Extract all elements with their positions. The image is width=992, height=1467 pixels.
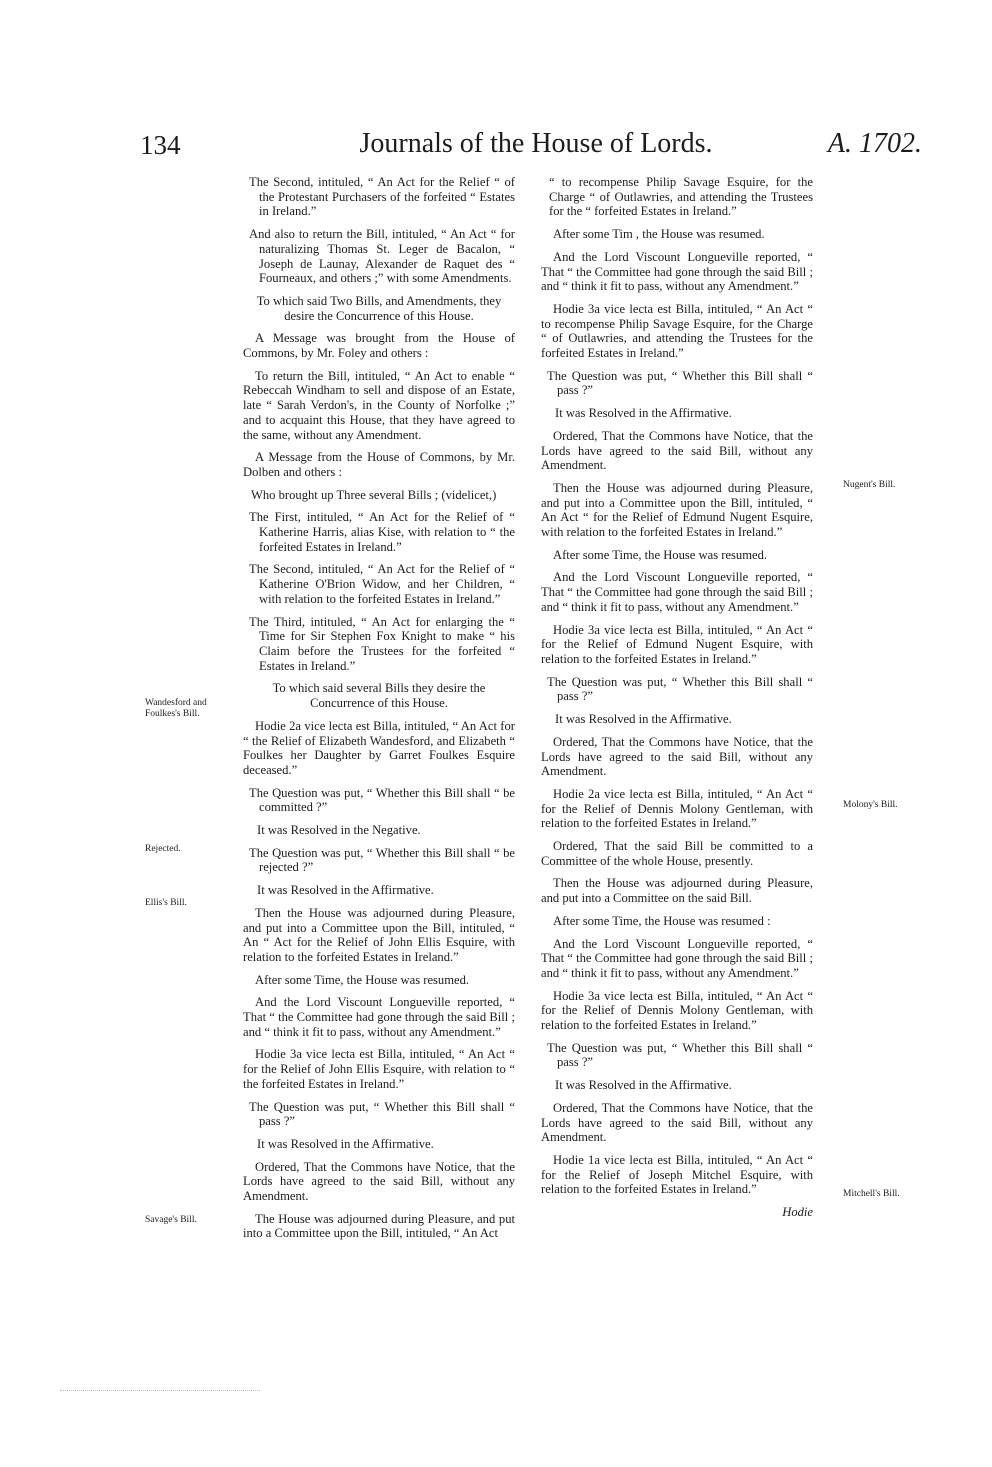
- paragraph: The Question was put, “ Whether this Bill shall “ pass ?”: [547, 674, 813, 704]
- running-title: Journals of the House of Lords.: [359, 128, 713, 159]
- catchword: Hodie: [782, 1205, 813, 1220]
- paragraph: “ to recompense Philip Savage Esquire, for the Charge “ of Outlawries, and attending the Trustees for the “ forfeited Estates in Ireland.”: [549, 175, 813, 219]
- paragraph: After some Tim , the House was resumed.: [553, 227, 765, 242]
- paragraph: It was Resolved in the Affirmative.: [257, 883, 434, 898]
- paragraph: The First, intituled, “ An Act for the Relief of “ Katherine Harris, alias Kise, with relation to “ the forfeited Estates in Ireland.”: [249, 510, 515, 554]
- margin-note-nugent: Nugent's Bill.: [843, 480, 896, 490]
- margin-note-savage: Savage's Bill.: [145, 1215, 197, 1225]
- paragraph: The Second, intituled, “ An Act for the Relief of “ Katherine O'Brion Widow, and her Children, “ with relation to the forfeited Estates in Ireland.”: [249, 562, 515, 606]
- paragraph: The Question was put, “ Whether this Bill shall “ pass ?”: [249, 1099, 515, 1129]
- paragraph: Who brought up Three several Bills ; (videlicet,): [251, 487, 497, 502]
- paragraph: The Second, intituled, “ An Act for the Relief “ of the Protestant Purchasers of the forfeited “ Estates in Ireland.”: [249, 175, 515, 219]
- paragraph: It was Resolved in the Affirmative.: [555, 1078, 732, 1093]
- paragraph: And the Lord Viscount Longueville reported, “ That “ the Committee had gone through the said Bill ; and “ think it fit to pass, without any Amendment.”: [541, 936, 813, 980]
- paragraph: Hodie 1a vice lecta est Billa, intituled, “ An Act “ for the Relief of Joseph Mitchel Esquire, with relation to the forfeited Estates in Ireland.”: [541, 1152, 813, 1197]
- margin-note-rejected: Rejected.: [145, 844, 181, 854]
- paragraph: It was Resolved in the Affirmative.: [555, 406, 732, 421]
- paragraph: Ordered, That the Commons have Notice, that the Lords have agreed to the said Bill, without any Amendment.: [243, 1159, 515, 1204]
- paragraph: A Message from the House of Commons, by Mr. Dolben and others :: [243, 450, 515, 479]
- margin-note-molony: Molony's Bill.: [843, 800, 898, 810]
- paragraph: The House was adjourned during Pleasure, and put into a Committee upon the Bill, intituled, “ An Act: [243, 1211, 515, 1241]
- right-column: [541, 175, 813, 1228]
- paragraph: After some Time, the House was resumed.: [255, 972, 470, 987]
- paragraph: And the Lord Viscount Longueville reported, “ That “ the Committee had gone through the said Bill ; and “ think it fit to pass, without any Amendment.”: [243, 995, 515, 1039]
- page-header: [140, 128, 932, 168]
- paragraph: Hodie 3a vice lecta est Billa, intituled, “ An Act “ to recompense Philip Savage Esquire, for the Charge “ of Outlawries, and attending the Trustees for the forfeited Estates in Ireland.”: [541, 301, 813, 361]
- page-number: 134: [140, 130, 181, 160]
- paragraph: It was Resolved in the Affirmative.: [257, 1136, 434, 1151]
- paragraph: Ordered, That the Commons have Notice, that the Lords have agreed to the said Bill, without any Amendment.: [541, 734, 813, 779]
- paragraph: Ordered, That the said Bill be committed to a Committee of the whole House, presently.: [541, 839, 813, 868]
- paragraph: Ordered, That the Commons have Notice, that the Lords have agreed to the said Bill, without any Amendment.: [541, 1100, 813, 1145]
- paragraph: And the Lord Viscount Longueville reported, “ That “ the Committee had gone through the said Bill ; and “ think it fit to pass, without any Amendment.”: [541, 570, 813, 614]
- margin-note-wandesford: Wandesford and Foulkes's Bill.: [145, 698, 207, 719]
- margin-note-ellis: Ellis's Bill.: [145, 898, 187, 908]
- margin-note-mitchell: Mitchell's Bill.: [843, 1189, 900, 1199]
- paragraph: To which said several Bills they desire the Concurrence of this House.: [272, 681, 486, 711]
- paragraph: The Question was put, “ Whether this Bill shall “ pass ?”: [547, 368, 813, 398]
- paragraph: Then the House was adjourned during Pleasure, and put into a Committee on the said Bill.: [541, 876, 813, 906]
- left-column: [243, 175, 515, 1249]
- paragraph: After some Time, the House was resumed.: [553, 547, 768, 562]
- paragraph: Then the House was adjourned during Pleasure, and put into a Committee upon the Bill, intituled, “ An Act “ for the Relief of Edmund Nugent Esquire, with relation to the forfeited Estates in Ireland.”: [541, 480, 813, 540]
- paragraph: Hodie 2a vice lecta est Billa, intituled, “ An Act for “ the Relief of Elizabeth Wandesford, and Elizabeth “ Foulkes her Daughter by Garret Foulkes Esquire deceased.”: [243, 718, 515, 777]
- paragraph: To return the Bill, intituled, “ An Act to enable “ Rebeccah Windham to sell and dispose of an Estate, late “ Sarah Verdon's, in the County of Norfolke ;” and to acquaint this House, that they have agreed to the same, without any Amendment.: [243, 368, 515, 442]
- paragraph: The Question was put, “ Whether this Bill shall “ pass ?”: [547, 1040, 813, 1070]
- paragraph: Then the House was adjourned during Pleasure, and put into a Committee upon the Bill, intituled, “ An “ Act for the Relief of John Ellis Esquire, with relation to the forfeited Estates in Ireland.”: [243, 905, 515, 964]
- paragraph: It was Resolved in the Negative.: [257, 823, 421, 838]
- paragraph: After some Time, the House was resumed :: [553, 913, 771, 928]
- paragraph: And also to return the Bill, intituled, “ An Act “ for naturalizing Thomas St. Leger de Bacalon, “ Joseph de Launay, Alexander de Raquet des “ Fourneaux, and others ;” with some Amendments.: [249, 227, 515, 286]
- paragraph: To which said Two Bills, and Amendments, they desire the Concurrence of this House.: [256, 293, 502, 323]
- paragraph: A Message was brought from the House of Commons, by Mr. Foley and others :: [243, 331, 515, 361]
- paragraph: And the Lord Viscount Longueville reported, “ That “ the Committee had gone through the said Bill ; and “ think it fit to pass, without any Amendment.”: [541, 249, 813, 294]
- year-label: A. 1702.: [827, 128, 922, 159]
- paragraph: Hodie 3a vice lecta est Billa, intituled, “ An Act “ for the Relief of Edmund Nugent Esquire, with relation to the forfeited Estates in Ireland.”: [541, 622, 813, 666]
- paragraph: The Question was put, “ Whether this Bill shall “ be rejected ?”: [249, 845, 515, 875]
- paragraph: It was Resolved in the Affirmative.: [555, 712, 732, 727]
- paragraph: Hodie 3a vice lecta est Billa, intituled, “ An Act “ for the Relief of Dennis Molony Gentleman, with relation to the forfeited Estates in Ireland.”: [541, 988, 813, 1033]
- paragraph: Ordered, That the Commons have Notice, that the Lords have agreed to the said Bill, without any Amendment.: [541, 428, 813, 473]
- paragraph: The Question was put, “ Whether this Bill shall “ be committed ?”: [249, 785, 515, 815]
- page-blemish: [60, 1390, 260, 1392]
- paragraph: The Third, intituled, “ An Act for enlarging the “ Time for Sir Stephen Fox Knight to make “ his Claim before the Trustees for the forfeited “ Estates in Ireland.”: [249, 614, 515, 673]
- paragraph: Hodie 3a vice lecta est Billa, intituled, “ An Act “ for the Relief of John Ellis Esquire, with relation to “ the forfeited Estates in Ireland.”: [243, 1047, 515, 1091]
- paragraph: Hodie 2a vice lecta est Billa, intituled, “ An Act “ for the Relief of Dennis Molony Gentleman, with relation to the forfeited Estates in Ireland.”: [541, 786, 813, 831]
